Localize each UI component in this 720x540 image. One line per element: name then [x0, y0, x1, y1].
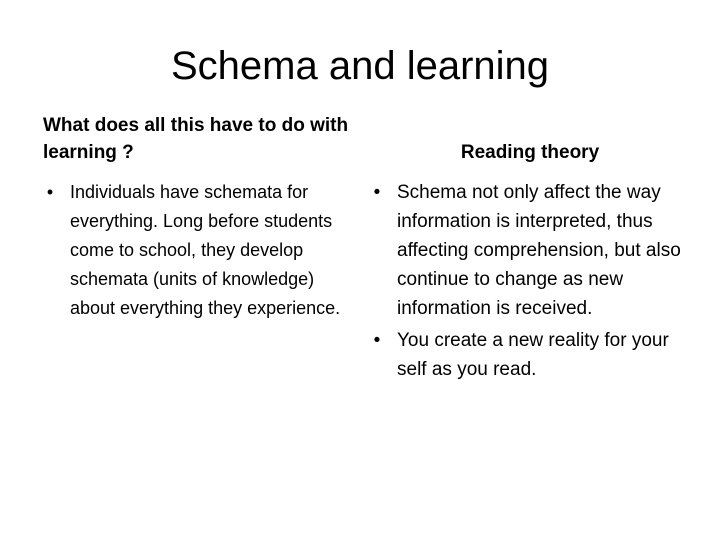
bullet-icon: •	[373, 182, 381, 203]
right-column	[370, 112, 690, 387]
left-column	[43, 112, 353, 326]
slide-title: Schema and learning	[170, 44, 550, 88]
right-column-heading-text: Reading theory	[460, 142, 600, 163]
bullet-text: Individuals have schemata for everything. Long before students come to school, they develop schemata (units of knowledge) about everything they experience.	[70, 182, 341, 318]
left-bullet-list	[43, 178, 353, 323]
list-item	[43, 178, 353, 323]
bullet-icon: •	[46, 182, 54, 202]
bullet-icon: •	[373, 330, 381, 351]
right-bullet-list	[370, 178, 690, 384]
list-item	[370, 178, 690, 323]
bullet-text: You create a new reality for your self as you read.	[397, 330, 669, 380]
left-column-heading: What does all this have to do with learning ?	[43, 115, 349, 163]
list-item	[370, 326, 690, 384]
bullet-text: Schema not only affect the way information is interpreted, thus affecting comprehension, but also continue to change as new information is received.	[397, 182, 681, 319]
right-column-heading	[370, 112, 690, 166]
